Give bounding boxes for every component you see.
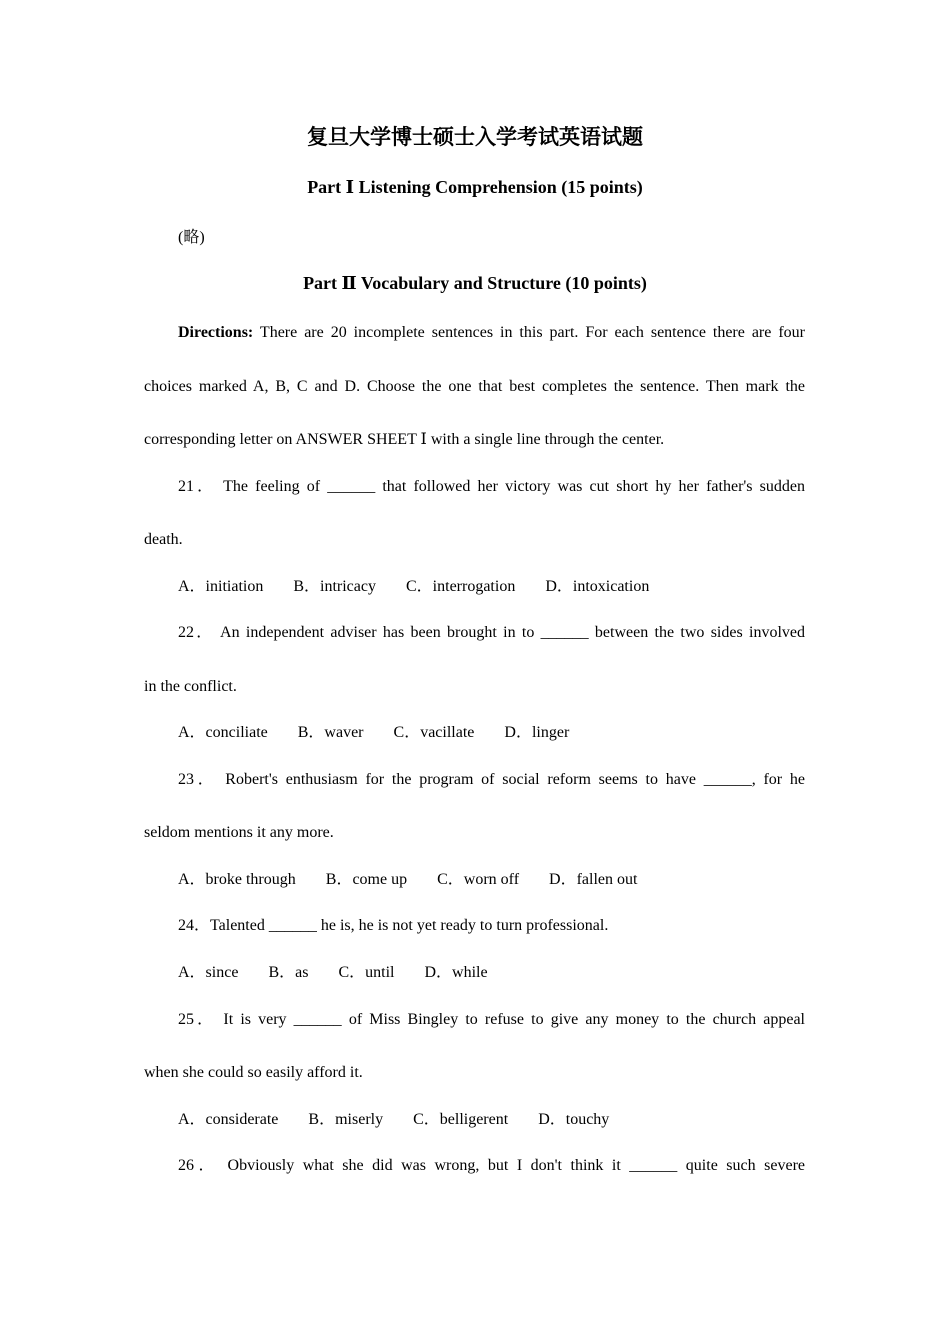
question-25-options <box>178 1110 639 1130</box>
question-21-line-2: death. <box>144 531 183 548</box>
option-c: C．vacillate <box>393 724 475 741</box>
option-a: A．broke through <box>178 871 296 888</box>
part1-note: (略) <box>178 229 205 246</box>
question-21-options <box>178 577 679 597</box>
question-23-line-1: 23． Robert's enthusiasm for the program of social reform seems to have ______, for he <box>178 771 805 788</box>
option-b: B．waver <box>297 724 364 741</box>
part1-heading: Part Ⅰ Listening Comprehension (15 points) <box>307 177 643 197</box>
option-a: A．conciliate <box>178 724 268 741</box>
option-a: A．considerate <box>178 1111 279 1128</box>
option-d: D．touchy <box>538 1111 610 1128</box>
question-26-line-1: 26． Obviously what she did was wrong, but I don't think it ______ quite such severe <box>178 1157 806 1174</box>
directions-line-2: choices marked A, B, C and D. Choose the one that best completes the sentence. Then mark the <box>144 378 805 395</box>
option-b: B．come up <box>325 871 408 888</box>
directions-label: Directions: <box>178 324 254 341</box>
question-21-line-1: 21． The feeling of ______ that followed her victory was cut short hy her father's sudden <box>178 478 805 495</box>
option-d: D．intoxication <box>545 578 650 595</box>
option-d: D．fallen out <box>549 871 638 888</box>
question-22-options <box>178 723 599 743</box>
question-25-line-2: when she could so easily afford it. <box>144 1064 363 1081</box>
option-a: A．initiation <box>178 578 264 595</box>
option-b: B．miserly <box>308 1111 384 1128</box>
question-22-line-1: 22． An independent adviser has been brought in to ______ between the two sides involved <box>178 624 805 641</box>
option-c: C．worn off <box>437 871 520 888</box>
option-d: D．while <box>424 964 488 981</box>
question-23-options <box>178 870 667 890</box>
directions-line-3: corresponding letter on ANSWER SHEET Ⅰ with a single line through the center. <box>144 431 665 448</box>
option-c: C．belligerent <box>413 1111 509 1128</box>
part2-heading: Part Ⅱ Vocabulary and Structure (10 points) <box>303 273 647 293</box>
option-c: C．until <box>338 964 395 981</box>
question-25-line-1: 25． It is very ______ of Miss Bingley to refuse to give any money to the church appeal <box>178 1011 805 1028</box>
option-a: A．since <box>178 964 239 981</box>
document-title: 复旦大学博士硕士入学考试英语试题 <box>307 125 643 149</box>
question-22-line-2: in the conflict. <box>144 678 237 695</box>
option-d: D．linger <box>504 724 570 741</box>
directions-line-1 <box>178 323 805 343</box>
question-24-line-1: 24．Talented ______ he is, he is not yet ready to turn professional. <box>178 917 609 934</box>
option-b: B．intricacy <box>293 578 376 595</box>
option-c: C．interrogation <box>406 578 516 595</box>
question-23-line-2: seldom mentions it any more. <box>144 824 334 841</box>
question-24-options <box>178 963 518 983</box>
directions-text-1: There are 20 incomplete sentences in this part. For each sentence there are four <box>253 324 805 341</box>
option-b: B．as <box>268 964 309 981</box>
